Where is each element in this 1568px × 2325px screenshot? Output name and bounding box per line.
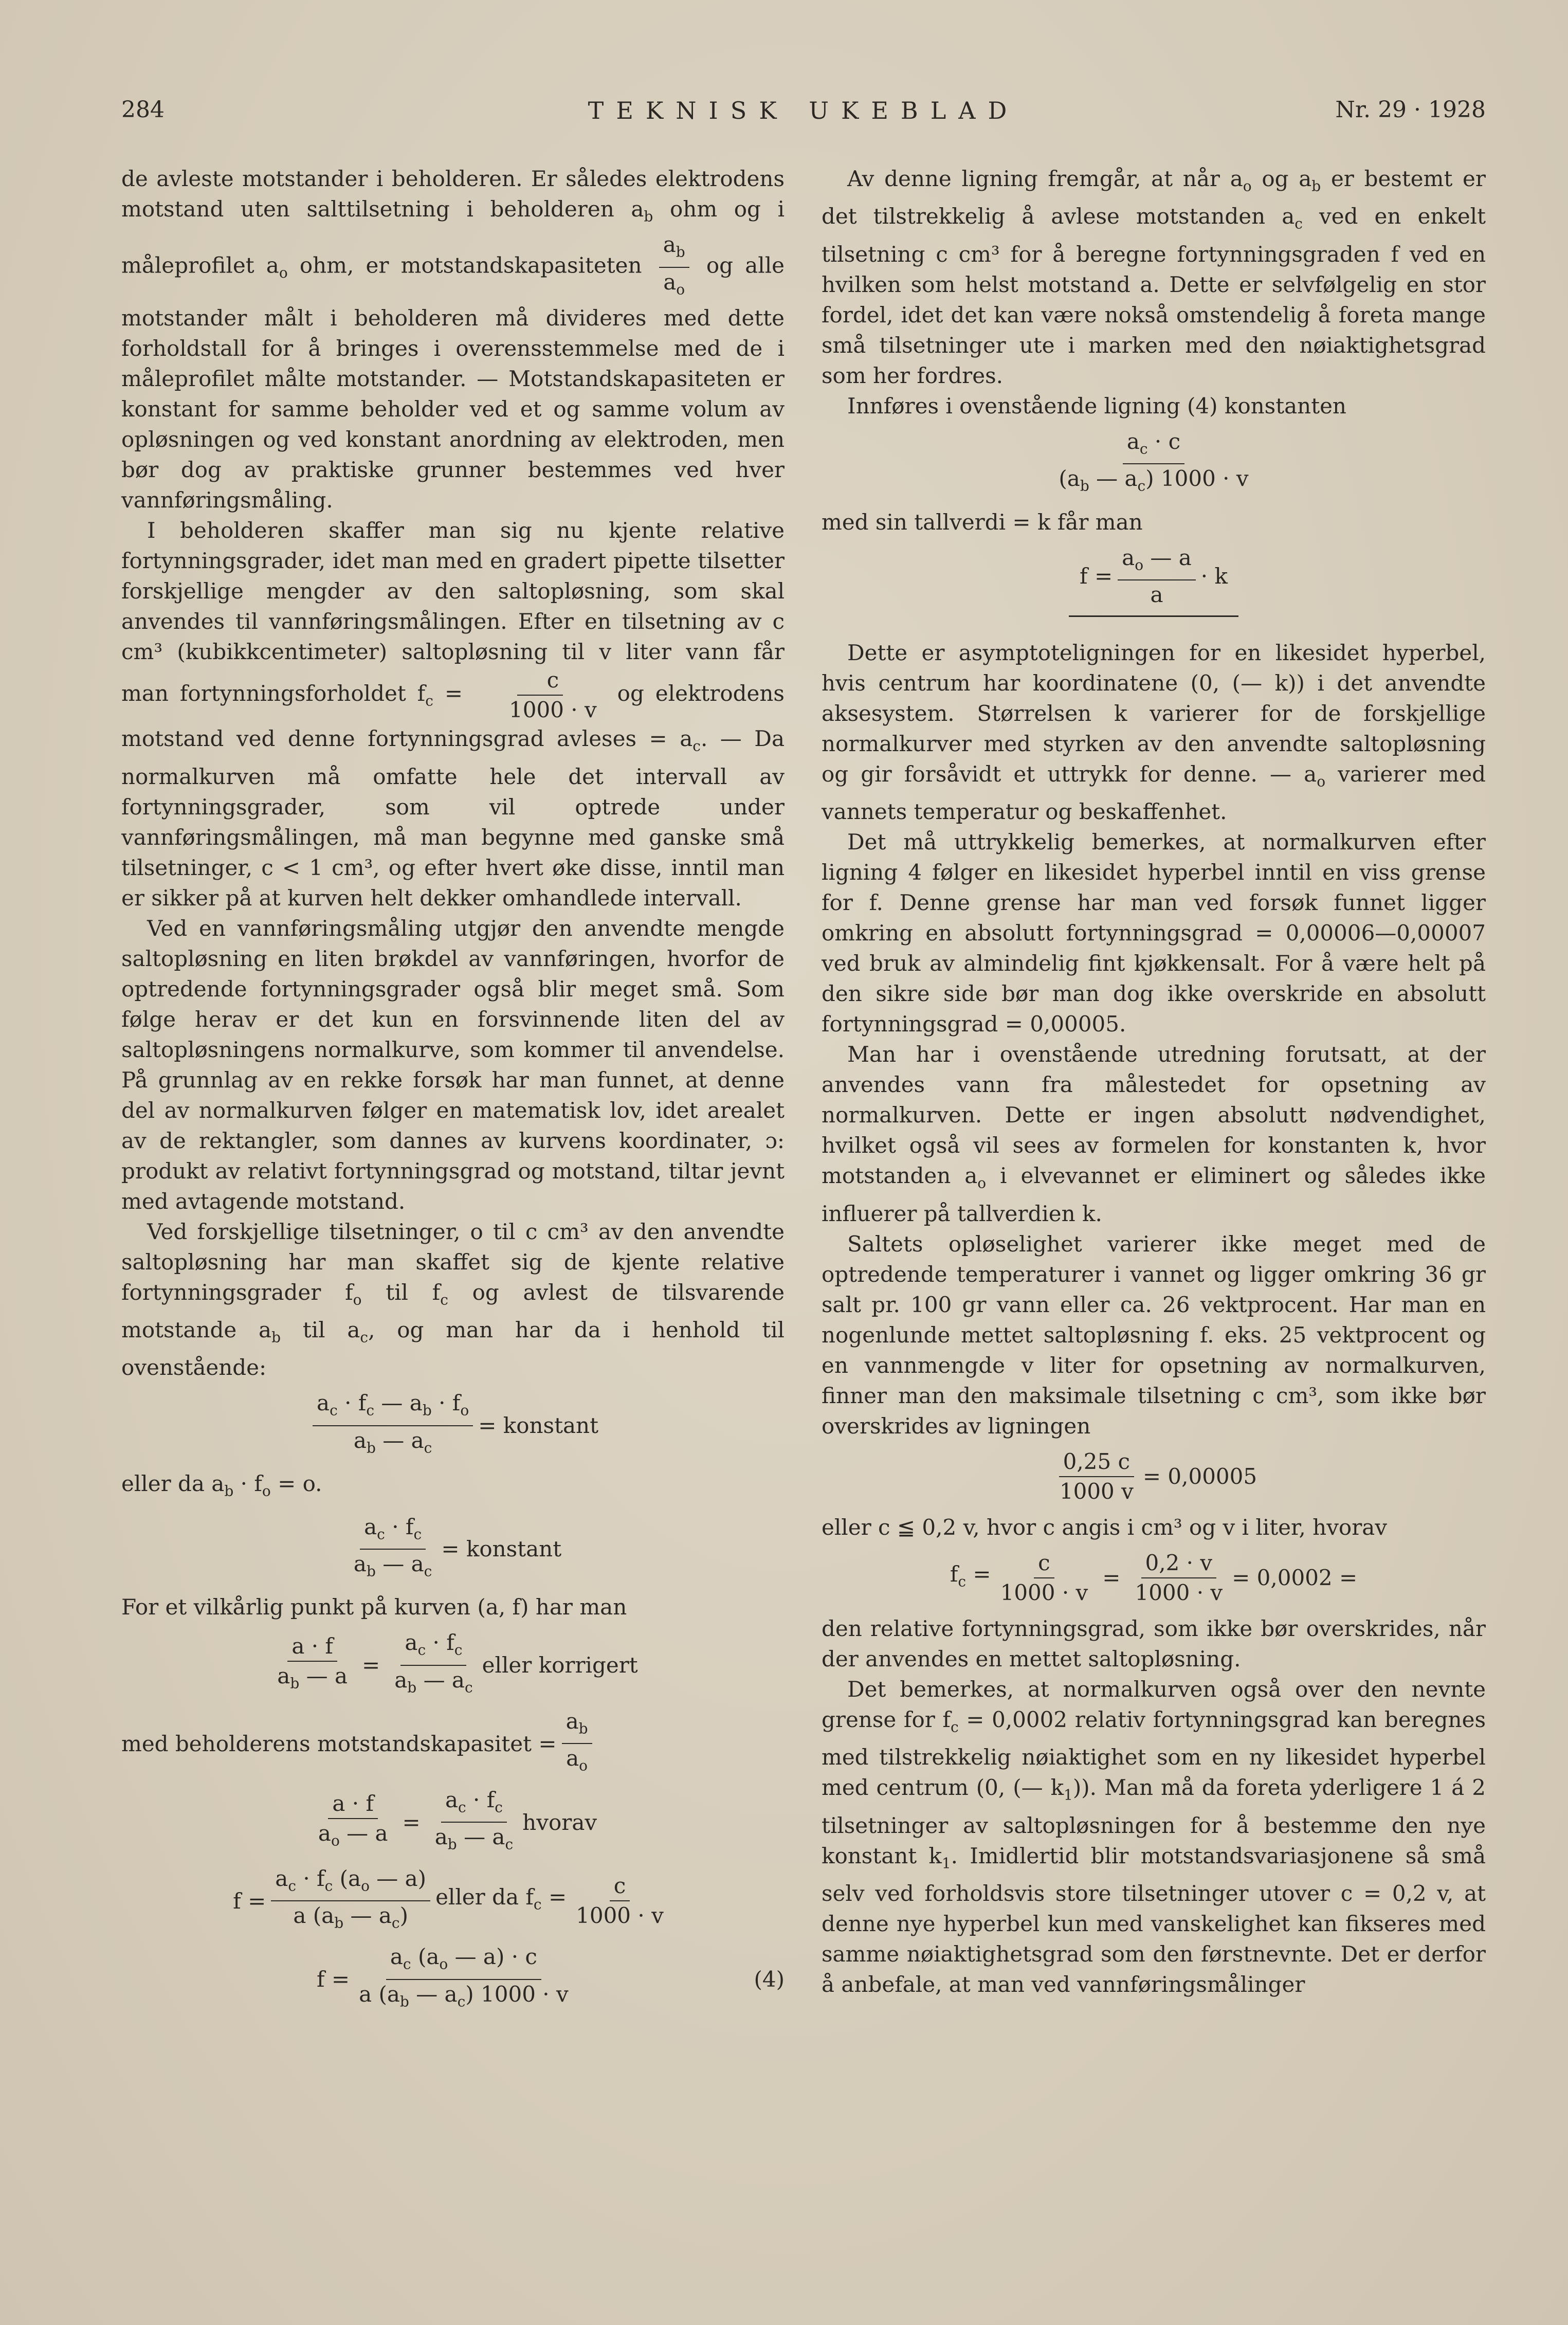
right-paragraph-4: Dette er asymptoteligningen for en likesidet hyperbel, hvis centrum har koordinatene (0, (— k)) i det anvendte aksesystem. Størrelsen k varierer for de forskjellige normalkurver med styrken av den anvendte saltopløsning og gir forsåvidt et uttrykk for denne. — $a_o$ varierer med vannets temperatur og beskaffenhet.	[822, 640, 1486, 825]
left-paragraph-2: I beholderen skaffer man sig nu kjente relative fortynningsgrader, idet man med en gradert pipette tilsetter forskjellige mengder av den saltopløsning, som skal anvendes til vannføringsmålingen. Efter en tilsetning av c cm³ (kubikkcentimeter) saltopløsning til v liter vann får man fortynningsforholdet $f_c$ = $\frac{c}{1000 \cdot v}$ og elektrodens motstand ved denne fortynningsgrad avleses = $a_c$. — Da normalkurven må omfatte hele det intervall av fortynningsgrader, som vil optrede under vannføringsmålingen, må man begynne med ganske små tilsetninger, c < 1 cm³, og efter hvert øke disse, inntil man er sikker på at kurven helt dekker omhandlede intervall.	[121, 518, 785, 911]
right-paragraph-8: eller c ≦ 0,2 v, hvor c angis i cm³ og v i liter, hvorav	[822, 1514, 1388, 1540]
issue-label: Nr. 29 · 1928	[1335, 97, 1486, 123]
equation-point: $\frac{a \cdot f}{a_b — a}$ = $\frac{a_c \cdot f_c}{a_b — a_c}$ eller korrigert	[277, 1630, 638, 1696]
left-paragraph-1: de avleste motstander i beholderen. Er således elektrodens motstand uten salttilsetning i beholderen $a_b$ ohm og i måleprofilet $a_o$ ohm, er motstandskapasiteten $\frac{a_b}{a_o}$ og alle motstander målt i beholderen må divideres med dette forholdstall for å bringes i overensstemmelse med de i måleprofilet målte motstander. — Motstandskapasiteten er konstant for samme beholder ved et og samme volum av opløsningen og ved konstant anordning av elektroden, men bør dog av praktiske grunner bestemmes ved hver vannføringsmåling.	[121, 166, 785, 513]
page-number: 284	[121, 97, 165, 123]
left-paragraph-4: Ved forskjellige tilsetninger, o til c cm³ av den anvendte saltopløsning har man skaffet sig de kjente relative fortynningsgrader $f_o$ til $f_c$ og avlest de tilsvarende motstande $a_b$ til $a_c$, og man har da i henhold til ovenstående:	[121, 1219, 785, 1381]
equation-f-k: f = $\frac{a_o — a}{a}$ · k	[1080, 544, 1228, 607]
left-paragraph-3: Ved en vannføringsmåling utgjør den anvendte mengde saltopløsning en liten brøkdel av vannføringen, hvorfor de optredende fortynningsgrader også blir meget små. Som følge herav er det kun en forsvinnende liten del av saltopløsningens normalkurve, som kommer til anvendelse. På grunnlag av en rekke forsøk har man funnet, at denne del av normalkurven følger en matematisk lov, idet arealet av de rektangler, som dannes av kurvens koordinater, ɔ: produkt av relativt fortynningsgrad og motstand, tiltar jevnt med avtagende motstand.	[121, 915, 785, 1214]
equation-fc-limit: $f_c$ = $\frac{c}{1000 \cdot v}$ = $\frac{0,2 \cdot v}{1000 \cdot v}$ = 0,0002 =	[950, 1550, 1358, 1605]
equation-number: (4)	[754, 1967, 785, 1992]
right-column	[822, 164, 1486, 2000]
right-paragraph-6: Man har i ovenstående utredning forutsatt, at der anvendes vann fra målestedet for opsetning av normalkurven. Dette er ingen absolutt nødvendighet, hvilket også vil sees av formelen for konstanten k, hvor motstanden $a_o$ i elvevannet er eliminert og således ikke influerer på tallverdien k.	[822, 1042, 1486, 1226]
fraction-fc: $\frac{c}{1000 \cdot v}$	[509, 667, 597, 723]
right-paragraph-7: Saltets opløselighet varierer ikke meget med de optredende temperaturer i vannet og ligger omkring 36 gr salt pr. 100 gr vann eller ca. 26 vektprocent. Har man en nogenlunde mettet saltopløsning f. eks. 25 vektprocent og en vannmengde v liter for opsetning av normalkurven, finner man den maksimale tilsetning c cm³, som ikke bør overskrides av ligningen	[822, 1231, 1486, 1439]
right-paragraph-3: med sin tallverdi = k får man	[822, 509, 1143, 535]
vilkaarlig-line: For et vilkårlig punkt på kurven (a, f) har man	[121, 1594, 627, 1620]
equation-4: f = $\frac{a_c (a_o — a) \cdot c}{a (a_b — a_c) 1000 \cdot v}$ (4)	[317, 1944, 785, 2010]
right-paragraph-1: Av denne ligning fremgår, at når $a_o$ og $a_b$ er bestemt er det tilstrekkelig å avlese motstanden $a_c$ ved en enkelt tilsetning c cm³ for å beregne fortynningsgraden f ved en hvilken som helst motstand a. Dette er selvfølgelig en stor fordel, idet det kan være nokså omstendelig å foreta mange små tilsetninger ute i marken med den nøiaktighetsgrad som her fordres.	[822, 166, 1486, 388]
eller-da-line: eller da $a_b \cdot f_o = o$.	[121, 1471, 322, 1500]
equation-k: $\frac{a_c \cdot c}{(a_b — a_c) 1000 \cdot v}$	[1059, 428, 1249, 495]
left-column	[121, 164, 785, 2022]
right-paragraph-2: Innføres i ovenstående ligning (4) konstanten	[847, 393, 1346, 419]
fraction-ab-ao: $\frac{a_b}{a_o}$	[659, 231, 689, 303]
equation-capacity: med beholderens motstandskapasitet = $\frac{a_b}{a_o}$	[121, 1708, 785, 1779]
right-paragraph-9: den relative fortynningsgrad, som ikke bør overskrides, når der anvendes en mettet saltopløsning.	[822, 1615, 1486, 1672]
equation-max: $\frac{0,25 c}{1000 v}$ = 0,00005	[1059, 1448, 1257, 1504]
equation-rule	[1069, 615, 1238, 617]
equation-konstant-2: $\frac{a_c \cdot f_c}{a_b — a_c}$ = konstant	[353, 1514, 562, 1580]
equation-konstant-1: $\frac{a_c \cdot f_c — a_b \cdot f_o}{a_b — a_c}$ = konstant	[121, 1390, 785, 1461]
equation-corrected: $\frac{a \cdot f}{a_o — a}$ = $\frac{a_c \cdot f_c}{a_b — a_c}$ hvorav	[318, 1787, 597, 1853]
page-header	[121, 97, 1486, 128]
journal-title: TEKNISK UKEBLAD	[588, 97, 1019, 124]
right-paragraph-10: Det bemerkes, at normalkurven også over den nevnte grense for $f_c = 0,0002$ relativ fortynningsgrad kan beregnes med tilstrekkelig nøiaktighet som en ny likesidet hyperbel med centrum (0, (— $k_1$)). Man må da foreta yderligere 1 á 2 tilsetninger av saltopløsningen for å bestemme den nye konstant $k_1$. Imidlertid blir motstandsvariasjonene så små selv ved forholdsvis store tilsetninger utover c = 0,2 v, at denne nye hyperbel kun med vanskelighet kan fikseres med samme nøiaktighetsgrad som den førstnevnte. Det er derfor å anbefale, at man ved vannføringsmålinger	[822, 1676, 1486, 1997]
equation-f: f = $\frac{a_c \cdot f_c (a_o — a)}{a (a_b — a_c)}$ eller da $f_c$ = $\frac{c}{1000 \cdot v}$	[233, 1865, 664, 1932]
right-paragraph-5: Det må uttrykkelig bemerkes, at normalkurven efter ligning 4 følger en likesidet hyperbel inntil en viss grense for f. Denne grense har man ved forsøk funnet ligger omkring en absolutt fortynningsgrad = 0,00006—0,00007 ved bruk av almindelig fint kjøkkensalt. For å være helt på den sikre side bør man dog ikke overskride en absolutt fortynningsgrad = 0,00005.	[822, 829, 1486, 1037]
